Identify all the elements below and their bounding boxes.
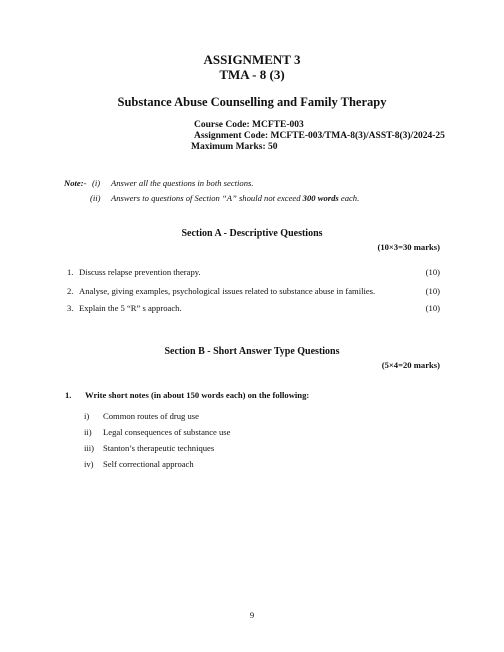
note-label: Note:- bbox=[64, 178, 87, 188]
sub-item-text: Self correctional approach bbox=[103, 459, 194, 469]
sub-item-number: ii) bbox=[84, 427, 92, 437]
assignment-code: Assignment Code: MCFTE-003/TMA-8(3)/ASST-8(3)/2024-25 bbox=[194, 131, 445, 141]
question-text: Discuss relapse prevention therapy. bbox=[79, 267, 201, 277]
section-b-title: Section B - Short Answer Type Questions bbox=[164, 346, 340, 357]
sub-item-text: Stanton’s therapeutic techniques bbox=[103, 443, 215, 453]
question-text: Explain the 5 “R” s approach. bbox=[79, 303, 182, 313]
maximum-marks: Maximum Marks: 50 bbox=[191, 142, 278, 152]
question-marks: (10) bbox=[425, 303, 440, 313]
sub-item-text: Common routes of drug use bbox=[103, 411, 199, 421]
course-code: Course Code: MCFTE-003 bbox=[194, 120, 304, 130]
page-number: 9 bbox=[249, 610, 255, 620]
sub-item-number: iv) bbox=[84, 459, 94, 469]
note-item-num: (i) bbox=[92, 178, 101, 188]
note-item-num: (ii) bbox=[90, 193, 101, 203]
question-marks: (10) bbox=[425, 267, 440, 277]
question-number: 3. bbox=[67, 303, 74, 313]
note-item-text: Answer all the questions in both sections. bbox=[111, 178, 254, 188]
course-title: Substance Abuse Counselling and Family Therapy bbox=[117, 95, 387, 109]
question-text: Analyse, giving examples, psychological issues related to substance abuse in families. bbox=[79, 286, 376, 296]
section-a-marks: (10×3=30 marks) bbox=[377, 242, 440, 252]
word-limit: 300 words bbox=[302, 193, 339, 203]
note-item-text: Answers to questions of Section “A” should not exceed 300 words each. bbox=[111, 193, 360, 203]
question-marks: (10) bbox=[425, 286, 440, 296]
question-number: 1. bbox=[65, 390, 72, 400]
question-text: Write short notes (in about 150 words each) on the following: bbox=[85, 390, 310, 400]
section-b-marks: (5×4=20 marks) bbox=[381, 360, 440, 370]
question-number: 2. bbox=[67, 286, 74, 296]
tma-heading: TMA - 8 (3) bbox=[219, 67, 285, 82]
question-number: 1. bbox=[67, 267, 74, 277]
sub-item-text: Legal consequences of substance use bbox=[103, 427, 231, 437]
sub-item-number: i) bbox=[84, 411, 90, 421]
assignment-heading: ASSIGNMENT 3 bbox=[203, 52, 301, 67]
sub-item-number: iii) bbox=[84, 443, 95, 453]
section-a-title: Section A - Descriptive Questions bbox=[181, 228, 323, 239]
